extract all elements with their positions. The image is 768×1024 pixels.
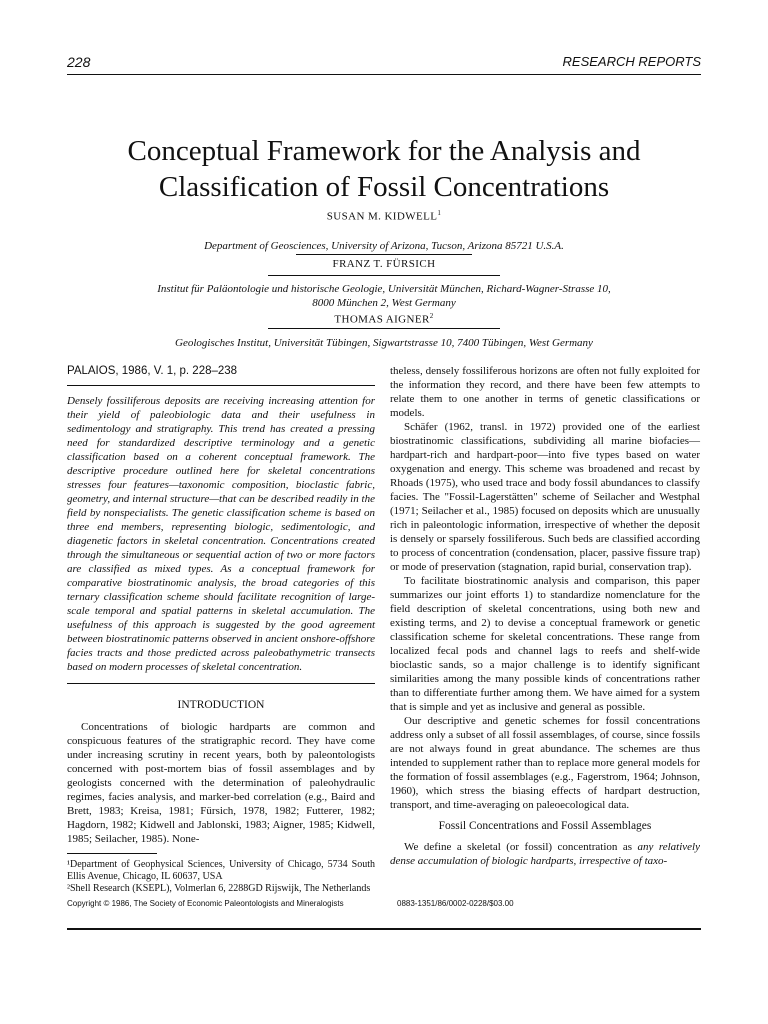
author-2-name: FRANZ T. FÜRSICH bbox=[332, 258, 436, 270]
article-title bbox=[67, 133, 701, 205]
citation: PALAIOS, 1986, V. 1, p. 228–238 bbox=[67, 365, 238, 377]
section-label: RESEARCH REPORTS bbox=[562, 54, 701, 69]
author-1 bbox=[67, 209, 701, 223]
paragraph bbox=[390, 840, 700, 868]
divider bbox=[296, 254, 472, 255]
affiliation-2-line-1: Institut für Paläontologie und historische Geologie, Universität München, Richard-Wagner-Strasse 10, bbox=[157, 283, 611, 295]
left-column bbox=[67, 364, 375, 895]
affiliation-1: Department of Geosciences, University of Arizona, Tucson, Arizona 85721 U.S.A. bbox=[204, 240, 564, 252]
article-code: 0883-1351/86/0002-0228/$03.00 bbox=[397, 899, 514, 908]
divider bbox=[268, 328, 500, 329]
subsection-heading: Fossil Concentrations and Fossil Assemblages bbox=[438, 820, 652, 832]
section-heading: INTRODUCTION bbox=[177, 699, 265, 711]
bottom-rule bbox=[67, 928, 701, 930]
divider bbox=[268, 275, 500, 276]
running-header bbox=[67, 48, 701, 75]
affiliation-3: Geologisches Institut, Universität Tübingen, Sigwartstrasse 10, 7400 Tübingen, West Germany bbox=[175, 337, 593, 349]
title-line-2: Classification of Fossil Concentrations bbox=[158, 171, 610, 203]
paragraph: Schäfer (1962, transl. in 1972) provided one of the earliest biostratinomic classifications, subdividing all marine biofacies—hardpart-rich and hardpart-poor—into five types based on water oxygenation and energy. This scheme was broadened and recast by Rhoads (1975), who used trace and body fossil abundances to classify facies. The "Fossil-Lagerstätten" scheme of Seilacher and Westphal (1971; Seilacher et al., 1985) focused on deposits which are unusually rich in paleontologic information, irrespective of whether the deposit is densely or sparsely fossiliferous. Such beds are classified according to process of concentration (condensation, placer, passive fissure trap) or mode of preservation (stagnation, rapid burial, conservation trap). bbox=[390, 421, 700, 573]
paragraph: To facilitate biostratinomic analysis and comparison, this paper summarizes our joint efforts 1) to standardize nomenclature for the field description of skeletal concentrations, using both new and existing terms, and 2) to devise a conceptual framework or genetic classification scheme for skeletal concentrations. These range from localized fecal pods and channel lags to reefs and shelf-wide bioclastic sands, so a major challenge is to identify significant similarities among the many possible kinds of concentrations rather than to differentiate further among them. We have aimed for a system that is simple and yet as inclusive and general as possible. bbox=[390, 575, 700, 713]
affiliation-2 bbox=[67, 282, 701, 310]
abstract: Densely fossiliferous deposits are receiving increasing attention for their yield of paleobiologic data and their usefulness in sedimentology and stratigraphy. This trend has created a pressing need for standardized descriptive terminology and a genetic classification based on a coherent conceptual framework. The descriptive procedure outlined here for skeletal concentrations stresses four features—taxonomic composition, bioclastic fabric, geometry, and internal structure—that can be described readily in the field by nonspecialists. The genetic classification scheme is based on three end members, representing biologic, sedimentologic, and diagenetic factors in skeletal concentration. Concentrations created through the simultaneous or sequential action of two or more factors are classified as mixed types. As a conceptual framework for comparative biostratinomic analysis, the broad categories of this ternary classification scheme should facilitate recognition of large-scale temporal and spatial patterns in skeletal accumulation. The usefulness of this approach is suggested by the good agreement between biostratinomic patterns observed in ancient onshore-offshore facies tracts and those predicted across paleobathymetric transects based on modern processes of skeletal concentration. bbox=[67, 395, 375, 673]
paragraph: theless, densely fossiliferous horizons are often not fully exploited for the information they record, and there have been few attempts to relate them to one another in terms of genetic classifications or models. bbox=[390, 365, 700, 419]
affiliation-2-line-2: 8000 München 2, West Germany bbox=[312, 297, 456, 309]
page-number: 228 bbox=[67, 54, 91, 70]
title-line-1: Conceptual Framework for the Analysis and bbox=[127, 135, 641, 167]
author-1-name: SUSAN M. KIDWELL bbox=[326, 210, 438, 223]
author-3-name: THOMAS AIGNER bbox=[334, 313, 430, 326]
intro-paragraph: Concentrations of biologic hardparts are common and conspicuous features of the stratigraphic record. They have come under increasing scrutiny in recent years, both by paleontologists concerned with post-mortem bias of fossil assemblages and by geologists concerned with the determination of paleohydraulic regimes, facies analysis, and marker-bed correlation (e.g., Baird and Brett, 1983; Kreisa, 1981; Fürsich, 1978, 1982; Futterer, 1982; Hagdorn, 1982; Kidwell and Jablonski, 1983; Aigner, 1985; Kidwell, 1985; Seilacher, 1985). None- bbox=[67, 721, 375, 845]
footnote-2: ²Shell Research (KSEPL), Volmerlan 6, 2288GD Rijswijk, The Netherlands bbox=[67, 883, 371, 894]
paragraph-emphasis: any relatively dense accumulation of biologic hardparts, irrespective of taxo- bbox=[390, 841, 701, 867]
author-1-sup: 1 bbox=[437, 209, 442, 217]
footnote-1: ¹Department of Geophysical Sciences, University of Chicago, 5734 South Ellis Avenue, Chicago, IL 60637, USA bbox=[67, 859, 375, 882]
author-2 bbox=[67, 258, 701, 270]
copyright: Copyright © 1986, The Society of Economic Paleontologists and Mineralogists bbox=[67, 899, 344, 908]
author-3 bbox=[67, 312, 701, 326]
author-3-sup: 2 bbox=[429, 312, 434, 320]
paragraph-text: We define a skeletal (or fossil) concentration as bbox=[404, 841, 638, 853]
paragraph: Our descriptive and genetic schemes for fossil concentrations address only a subset of all fossil assemblages, of course, since fossils are not always found in great abundance. The schemes are thus intended to supplement rather than to replace more general models for the formation of fossil assemblages (e.g., Fagerstrom, 1964; Johnson, 1960), which stress the biasing effects of hardpart destruction, transport, and time-averaging on paleoecological data. bbox=[390, 715, 700, 811]
right-column bbox=[390, 364, 700, 868]
